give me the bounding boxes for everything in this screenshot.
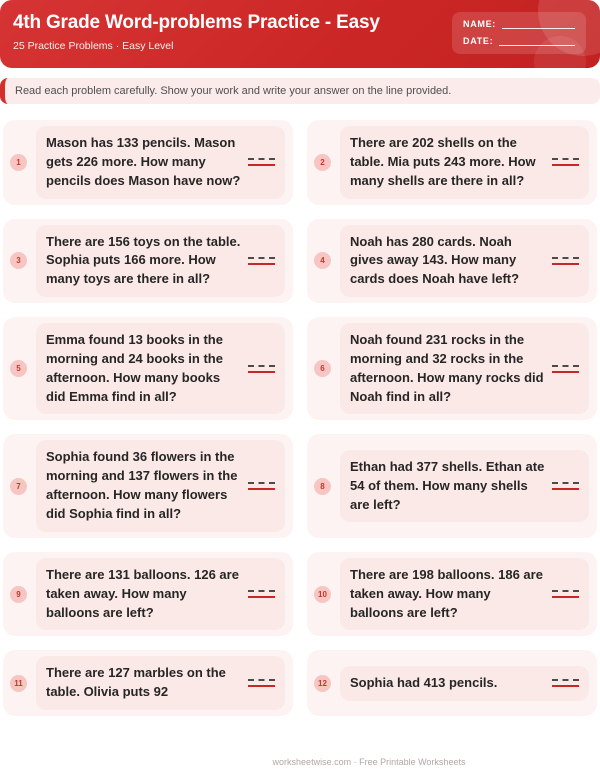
- answer-line[interactable]: [552, 482, 579, 490]
- problem-text: Mason has 133 pencils. Mason gets 226 more. How many pencils does Mason have now?: [46, 135, 241, 188]
- name-label: NAME:: [463, 19, 496, 29]
- problem-number-badge: 4: [314, 252, 331, 269]
- answer-line-dashed: [248, 257, 275, 259]
- answer-line-red: [552, 685, 579, 687]
- problem-text: Emma found 13 books in the morning and 24 books in the afternoon. How many books did Emma find in all?: [46, 332, 223, 404]
- answer-line-red: [552, 263, 579, 265]
- answer-line[interactable]: [552, 590, 579, 598]
- problem-number-badge: 6: [314, 360, 331, 377]
- answer-line-dashed: [552, 590, 579, 592]
- answer-line-dashed: [552, 365, 579, 367]
- answer-line[interactable]: [248, 482, 275, 490]
- answer-line-dashed: [552, 257, 579, 259]
- problem-card: [307, 552, 597, 637]
- problem-inner-card: [340, 323, 589, 414]
- problem-number-badge: 3: [10, 252, 27, 269]
- answer-line-dashed: [552, 679, 579, 681]
- answer-line-dashed: [552, 482, 579, 484]
- problem-inner-card: [36, 558, 285, 631]
- problem-text: There are 156 toys on the table. Sophia puts 166 more. How many toys are there in all?: [46, 233, 241, 287]
- date-row: [463, 37, 575, 46]
- problem-card: [3, 120, 293, 205]
- answer-line[interactable]: [552, 158, 579, 166]
- problem-number-badge: 2: [314, 154, 331, 171]
- problem-text: There are 198 balloons. 186 are taken away. How many balloons are left?: [350, 566, 543, 620]
- instructions-banner: Read each problem carefully. Show your work and write your answer on the line provided.: [0, 78, 600, 104]
- name-row: [463, 20, 575, 29]
- answer-line-red: [248, 685, 275, 687]
- problem-card: [3, 219, 293, 304]
- problem-inner-card: [36, 323, 285, 414]
- name-date-panel: [452, 12, 586, 54]
- answer-line[interactable]: [248, 257, 275, 265]
- problem-inner-card: [340, 666, 589, 701]
- answer-line[interactable]: [248, 679, 275, 687]
- problem-text: Sophia had 413 pencils.: [350, 674, 498, 690]
- problem-number-badge: 11: [10, 675, 27, 692]
- answer-line-dashed: [552, 158, 579, 160]
- answer-line-dashed: [248, 158, 275, 160]
- problem-inner-card: [36, 440, 285, 531]
- answer-line-red: [248, 263, 275, 265]
- watermark: worksheetwise.com · Free Printable Worksheets: [272, 757, 466, 767]
- page-title: 4th Grade Word-problems Practice - Easy: [13, 12, 380, 33]
- answer-line-red: [248, 488, 275, 490]
- problem-inner-card: [36, 656, 285, 710]
- problem-text: Noah has 280 cards. Noah gives away 143. How many cards does Noah have left?: [350, 233, 520, 287]
- problem-card: [307, 120, 597, 205]
- problem-inner-card: [340, 558, 589, 631]
- problem-inner-card: [340, 225, 589, 298]
- answer-line[interactable]: [248, 365, 275, 373]
- answer-line-red: [552, 164, 579, 166]
- answer-line[interactable]: [248, 158, 275, 166]
- problem-number-badge: 8: [314, 478, 331, 495]
- worksheet-header: [0, 0, 600, 68]
- problem-number-badge: 9: [10, 586, 27, 603]
- problems-grid: [0, 120, 600, 716]
- answer-line[interactable]: [552, 257, 579, 265]
- problem-card: [307, 434, 597, 537]
- answer-line[interactable]: [552, 365, 579, 373]
- answer-line[interactable]: [248, 590, 275, 598]
- page-subtitle: 25 Practice Problems · Easy Level: [13, 39, 174, 52]
- problem-card: [307, 317, 597, 420]
- answer-line[interactable]: [552, 679, 579, 687]
- problem-text: There are 127 marbles on the table. Olivia puts 92: [46, 665, 226, 700]
- problem-inner-card: [36, 126, 285, 199]
- problem-card: [3, 434, 293, 537]
- problem-number-badge: 7: [10, 478, 27, 495]
- problem-number-badge: 1: [10, 154, 27, 171]
- date-blank-line[interactable]: [499, 39, 575, 46]
- problem-card: [307, 219, 597, 304]
- problem-text: There are 202 shells on the table. Mia puts 243 more. How many shells are there in all?: [350, 135, 536, 188]
- answer-line-dashed: [248, 679, 275, 681]
- answer-line-red: [248, 596, 275, 598]
- name-blank-line[interactable]: [502, 22, 575, 29]
- problem-text: There are 131 balloons. 126 are taken away. How many balloons are left?: [46, 566, 239, 620]
- problem-card: [3, 552, 293, 637]
- problem-inner-card: [340, 126, 589, 199]
- answer-line-red: [248, 164, 275, 166]
- answer-line-red: [552, 596, 579, 598]
- problem-text: Noah found 231 rocks in the morning and 32 rocks in the afternoon. How many rocks did Noah find in all?: [350, 332, 544, 404]
- answer-line-dashed: [248, 482, 275, 484]
- problem-inner-card: [36, 225, 285, 298]
- answer-line-red: [248, 371, 275, 373]
- problem-inner-card: [340, 450, 589, 523]
- problem-number-badge: 10: [314, 586, 331, 603]
- date-label: DATE:: [463, 36, 494, 46]
- problem-card: [307, 650, 597, 716]
- problem-number-badge: 12: [314, 675, 331, 692]
- answer-line-red: [552, 488, 579, 490]
- problem-card: [3, 317, 293, 420]
- answer-line-dashed: [248, 590, 275, 592]
- problem-number-badge: 5: [10, 360, 27, 377]
- answer-line-dashed: [248, 365, 275, 367]
- problem-card: [3, 650, 293, 716]
- problem-text: Ethan had 377 shells. Ethan ate 54 of them. How many shells are left?: [350, 458, 545, 512]
- problem-text: Sophia found 36 flowers in the morning and 137 flowers in the afternoon. How many flowers did Sophia find in all?: [46, 449, 238, 521]
- answer-line-red: [552, 371, 579, 373]
